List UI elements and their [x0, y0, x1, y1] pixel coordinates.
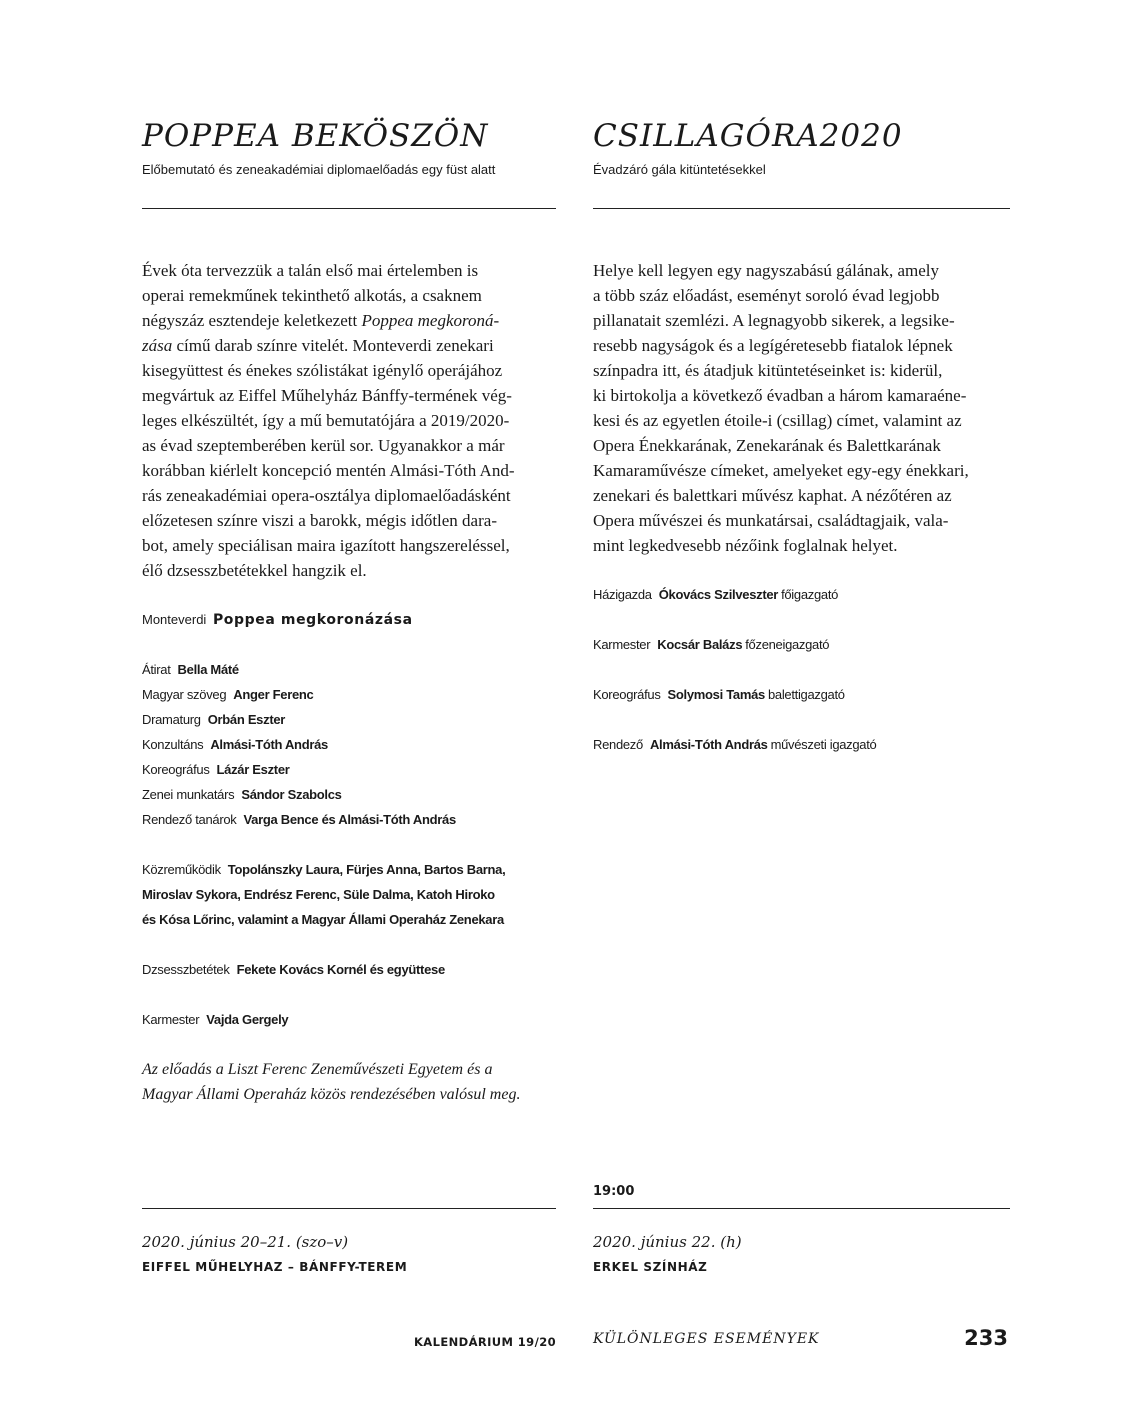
credit-role: Közreműködik [142, 862, 221, 877]
credit-role: Magyar szöveg [142, 687, 227, 702]
credit-line [142, 957, 556, 982]
text-line: előzetesen színre viszi a barokk, mégis időtlen dara- [142, 511, 497, 530]
credit-position: balettigazgató [767, 687, 845, 702]
credit-role: Rendező tanárok [142, 812, 237, 827]
spacer [593, 657, 1010, 682]
credit-role: Koreográfus [142, 762, 210, 777]
work-title-italic: zása [142, 336, 173, 355]
text-line: rás zeneakadémiai opera-osztálya diplomaelőadásként [142, 486, 511, 505]
event-subtitle: Előbemutató és zeneakadémiai diplomaelőadás egy füst alatt [142, 162, 496, 177]
credit-name: Vajda Gergely [206, 1012, 289, 1027]
credit-role: Dramaturg [142, 712, 201, 727]
event-date: 2020. június 22. (h) [593, 1233, 742, 1251]
credits-list [142, 657, 556, 1032]
credit-line [142, 1007, 556, 1032]
spacer [142, 832, 556, 857]
work-title-italic: Poppea megkoroná- [361, 311, 500, 330]
credit-line [142, 757, 556, 782]
credit-position: főigazgató [781, 587, 839, 602]
credit-position: művészeti igazgató [770, 737, 877, 752]
footer-publication: KALENDÁRIUM 19/20 [414, 1335, 556, 1349]
credit-position: főzeneigazgató [745, 637, 830, 652]
credit-role: Karmester [593, 637, 651, 652]
credit-line [593, 582, 1010, 607]
credit-line [142, 907, 556, 932]
text-line: Kamaraművésze címeket, amelyeket egy-egy énekkari, [593, 461, 969, 480]
credit-name: Anger Ferenc [233, 687, 314, 702]
text-line: leges elkészültét, így a mű bemutatójára a 2019/2020- [142, 411, 510, 430]
footer-section-title: KÜLÖNLEGES ESEMÉNYEK [593, 1331, 820, 1347]
spacer [593, 707, 1010, 732]
credit-line [142, 682, 556, 707]
credit-name: Sándor Szabolcs [241, 787, 342, 802]
credit-role: Zenei munkatárs [142, 787, 235, 802]
composer-name: Monteverdi [142, 612, 207, 627]
event-description [142, 258, 556, 583]
text-line: Magyar Állami Operaház közös rendezésében valósul meg. [142, 1086, 521, 1103]
spacer [142, 932, 556, 957]
text-line: zása című darab színre vitelét. Monteverdi zenekari [142, 336, 494, 355]
text-line: Opera Énekkarának, Zenekarának és Balettkarának [593, 436, 941, 455]
credit-line [593, 732, 1010, 757]
credit-name: Orbán Eszter [207, 712, 286, 727]
credit-line [593, 682, 1010, 707]
text-line: kesi és az egyetlen étoile-i (csillag) címet, valamint az [593, 411, 962, 430]
text-line: mint legkedvesebb nézőink foglalnak helyet. [593, 536, 898, 555]
text-line: Opera művészei és munkatársai, családtagjaik, vala- [593, 511, 949, 530]
text-line: élő dzsesszbetétekkel hangzik el. [142, 561, 367, 580]
text-line: as évad szeptemberében kerül sor. Ugyanakkor a már [142, 436, 505, 455]
credit-name: Miroslav Sykora, Endrész Ferenc, Süle Dalma, Katoh Hiroko [142, 887, 495, 902]
credit-name: Bella Máté [177, 662, 239, 677]
credit-role: Átirat [142, 662, 171, 677]
credit-role: Dzsesszbetétek [142, 962, 230, 977]
credit-name: Almási-Tóth András [649, 737, 768, 752]
divider-top [593, 208, 1010, 209]
credit-name: Solymosi Tamás [667, 687, 765, 702]
credit-line [142, 707, 556, 732]
work-heading [142, 607, 413, 633]
credit-name: Ókovács Szilveszter [658, 587, 779, 602]
credit-line [142, 857, 556, 882]
text-line: színpadra itt, és átadjuk kitüntetéseinket is: kiderül, [593, 361, 943, 380]
text-line: resebb nagyságok és a legígéretesebb fiatalok lépnek [593, 336, 953, 355]
work-title: Poppea megkoronázása [212, 612, 413, 628]
credit-name: Almási-Tóth András [210, 737, 328, 752]
text-line: bot, amely speciálisan maira igazított hangszereléssel, [142, 536, 510, 555]
text-line: négyszáz esztendeje keletkezett Poppea megkoroná- [142, 311, 500, 330]
credit-line [142, 657, 556, 682]
event-title: CSILLAGÓRA2020 [593, 118, 903, 154]
event-description [593, 258, 1010, 558]
event-date: 2020. június 20–21. (szo–v) [142, 1233, 349, 1251]
production-note [142, 1057, 556, 1107]
divider-top [142, 208, 556, 209]
page-number: 233 [964, 1326, 1008, 1350]
credit-role: Koreográfus [593, 687, 661, 702]
credit-line [142, 807, 556, 832]
text-line: zenekari és balettkari művész kaphat. A nézőtéren az [593, 486, 952, 505]
credit-role: Házigazda [593, 587, 652, 602]
credits-list [593, 582, 1010, 757]
credit-name: Kocsár Balázs [657, 637, 743, 652]
text-line: Helye kell legyen egy nagyszabású gálának, amely [593, 261, 940, 280]
credit-role: Rendező [593, 737, 643, 752]
text-line: operai remekműnek tekinthető alkotás, a csaknem [142, 286, 482, 305]
text-line: a több száz előadást, eseményt soroló évad legjobb [593, 286, 940, 305]
credit-role: Karmester [142, 1012, 200, 1027]
credit-name: Fekete Kovács Kornél és együttese [236, 962, 445, 977]
credit-name: és Kósa Lőrinc, valamint a Magyar Állami Operaház Zenekara [142, 912, 504, 927]
text-line: kisegyüttest és énekes szólistákat igénylő operájához [142, 361, 503, 380]
credit-line [142, 732, 556, 757]
spacer [142, 982, 556, 1007]
credit-role: Konzultáns [142, 737, 204, 752]
event-time: 19:00 [593, 1184, 635, 1199]
text-line: korábban kiérlelt koncepció mentén Almási-Tóth And- [142, 461, 515, 480]
event-venue: EIFFEL MŰHELYHAZ – BÁNFFY-TEREM [142, 1260, 408, 1274]
credit-name: Lázár Eszter [216, 762, 290, 777]
text-line: ki birtokolja a következő évadban a három kamaraéne- [593, 386, 967, 405]
credit-name: Varga Bence és Almási-Tóth András [243, 812, 456, 827]
credit-line [142, 882, 556, 907]
divider-bottom [593, 1208, 1010, 1209]
spacer [593, 607, 1010, 632]
event-venue: ERKEL SZÍNHÁZ [593, 1260, 708, 1274]
text-line: pillanatait szemlézi. A legnagyobb sikerek, a legsike- [593, 311, 955, 330]
text-line: Az előadás a Liszt Ferenc Zeneművészeti Egyetem és a [142, 1061, 493, 1078]
event-subtitle: Évadzáró gála kitüntetésekkel [593, 162, 766, 177]
divider-bottom [142, 1208, 556, 1209]
event-title: POPPEA BEKÖSZÖN [142, 118, 489, 154]
text-line: megvártuk az Eiffel Műhelyház Bánffy-termének vég- [142, 386, 512, 405]
credit-name: Topolánszky Laura, Fürjes Anna, Bartos Barna, [227, 862, 506, 877]
credit-line [142, 782, 556, 807]
text-line: Évek óta tervezzük a talán első mai értelemben is [142, 261, 479, 280]
credit-line [593, 632, 1010, 657]
